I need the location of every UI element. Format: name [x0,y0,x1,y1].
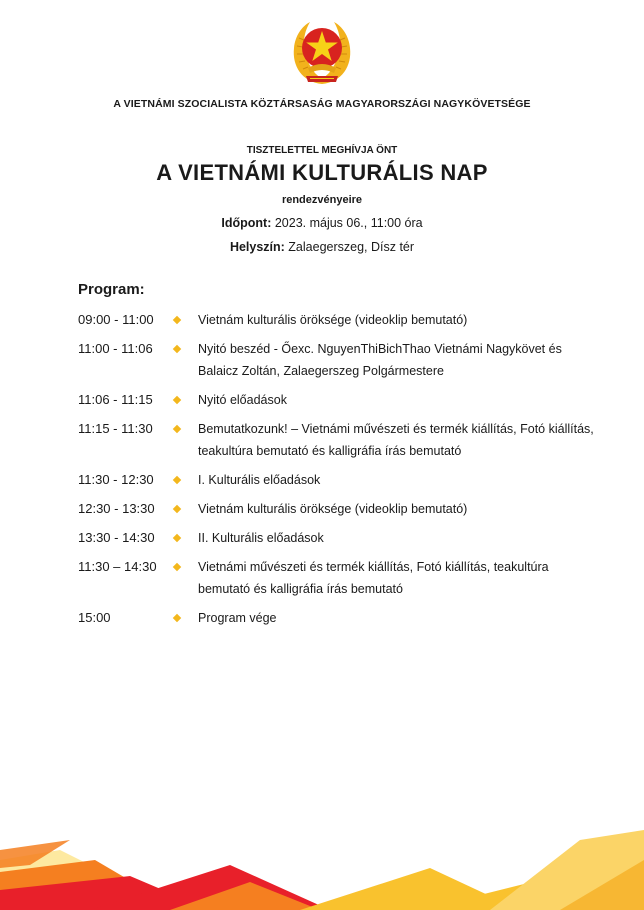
schedule-time: 15:00 [78,610,111,625]
event-time [0,216,644,230]
schedule-event: Vietnám kulturális öröksége (videoklip bemutató) [198,502,468,516]
diamond-bullet-icon [174,607,198,629]
event-title: A VIETNÁMI KULTURÁLIS NAP [156,160,488,185]
schedule-time: 11:15 - 11:30 [78,421,153,436]
schedule-row [78,389,598,411]
diamond-bullet-icon [174,527,198,549]
schedule-row [78,607,598,629]
vietnam-national-emblem [290,18,354,88]
event-subtitle: rendezvényeire [281,194,363,206]
schedule-row [78,527,598,549]
schedule-time: 11:30 – 14:30 [78,559,157,574]
schedule-row [78,418,598,462]
time-label: Időpont: [221,216,272,230]
diamond-bullet-icon [174,309,198,331]
schedule-time: 11:30 - 12:30 [78,472,154,487]
program-schedule [78,309,598,636]
schedule-time: 09:00 - 11:00 [78,312,154,327]
schedule-event: Vietnámi művészeti és termék kiállítás, Fotó kiállítás, teakultúra bemutató és kalligráfia írás bemutató [198,560,549,596]
program-heading: Program: [78,281,145,298]
diamond-bullet-icon [174,338,198,360]
diamond-bullet-icon [174,418,198,440]
invitation-line: TISZTELETTEL MEGHÍVJA ÖNT [246,145,398,156]
schedule-event: Bemutatkozunk! – Vietnámi művészeti és termék kiállítás, Fotó kiállítás, teakultúra bemutató és kalligráfia írás bemutató [198,422,594,458]
schedule-time: 11:00 - 11:06 [78,341,153,356]
schedule-time: 13:30 - 14:30 [78,530,155,545]
diamond-bullet-icon [174,389,198,411]
schedule-time: 11:06 - 11:15 [78,392,153,407]
schedule-row [78,309,598,331]
event-place [0,240,644,254]
schedule-row [78,338,598,382]
decorative-footer-shapes [0,820,644,910]
embassy-name: A VIETNÁMI SZOCIALISTA KÖZTÁRSASÁG MAGYARORSZÁGI NAGYKÖVETSÉGE [113,98,531,110]
diamond-bullet-icon [174,556,198,578]
schedule-event: Vietnám kulturális öröksége (videoklip bemutató) [198,313,468,327]
schedule-row [78,498,598,520]
schedule-event: II. Kulturális előadások [198,531,324,545]
diamond-bullet-icon [174,469,198,491]
place-label: Helyszín: [229,240,285,254]
schedule-event: Program vége [198,611,277,625]
schedule-event: Nyitó előadások [198,393,287,407]
schedule-event: I. Kulturális előadások [198,473,321,487]
time-value: 2023. május 06., 11:00 óra [271,216,423,230]
schedule-time: 12:30 - 13:30 [78,501,155,516]
schedule-event: Nyitó beszéd - Őexc. NguyenThiBichThao Vietnámi Nagykövet és Balaicz Zoltán, Zalaegerszeg Polgármestere [198,342,562,378]
schedule-row [78,556,598,600]
schedule-row [78,469,598,491]
diamond-bullet-icon [174,498,198,520]
place-value: Zalaegerszeg, Dísz tér [284,240,415,254]
